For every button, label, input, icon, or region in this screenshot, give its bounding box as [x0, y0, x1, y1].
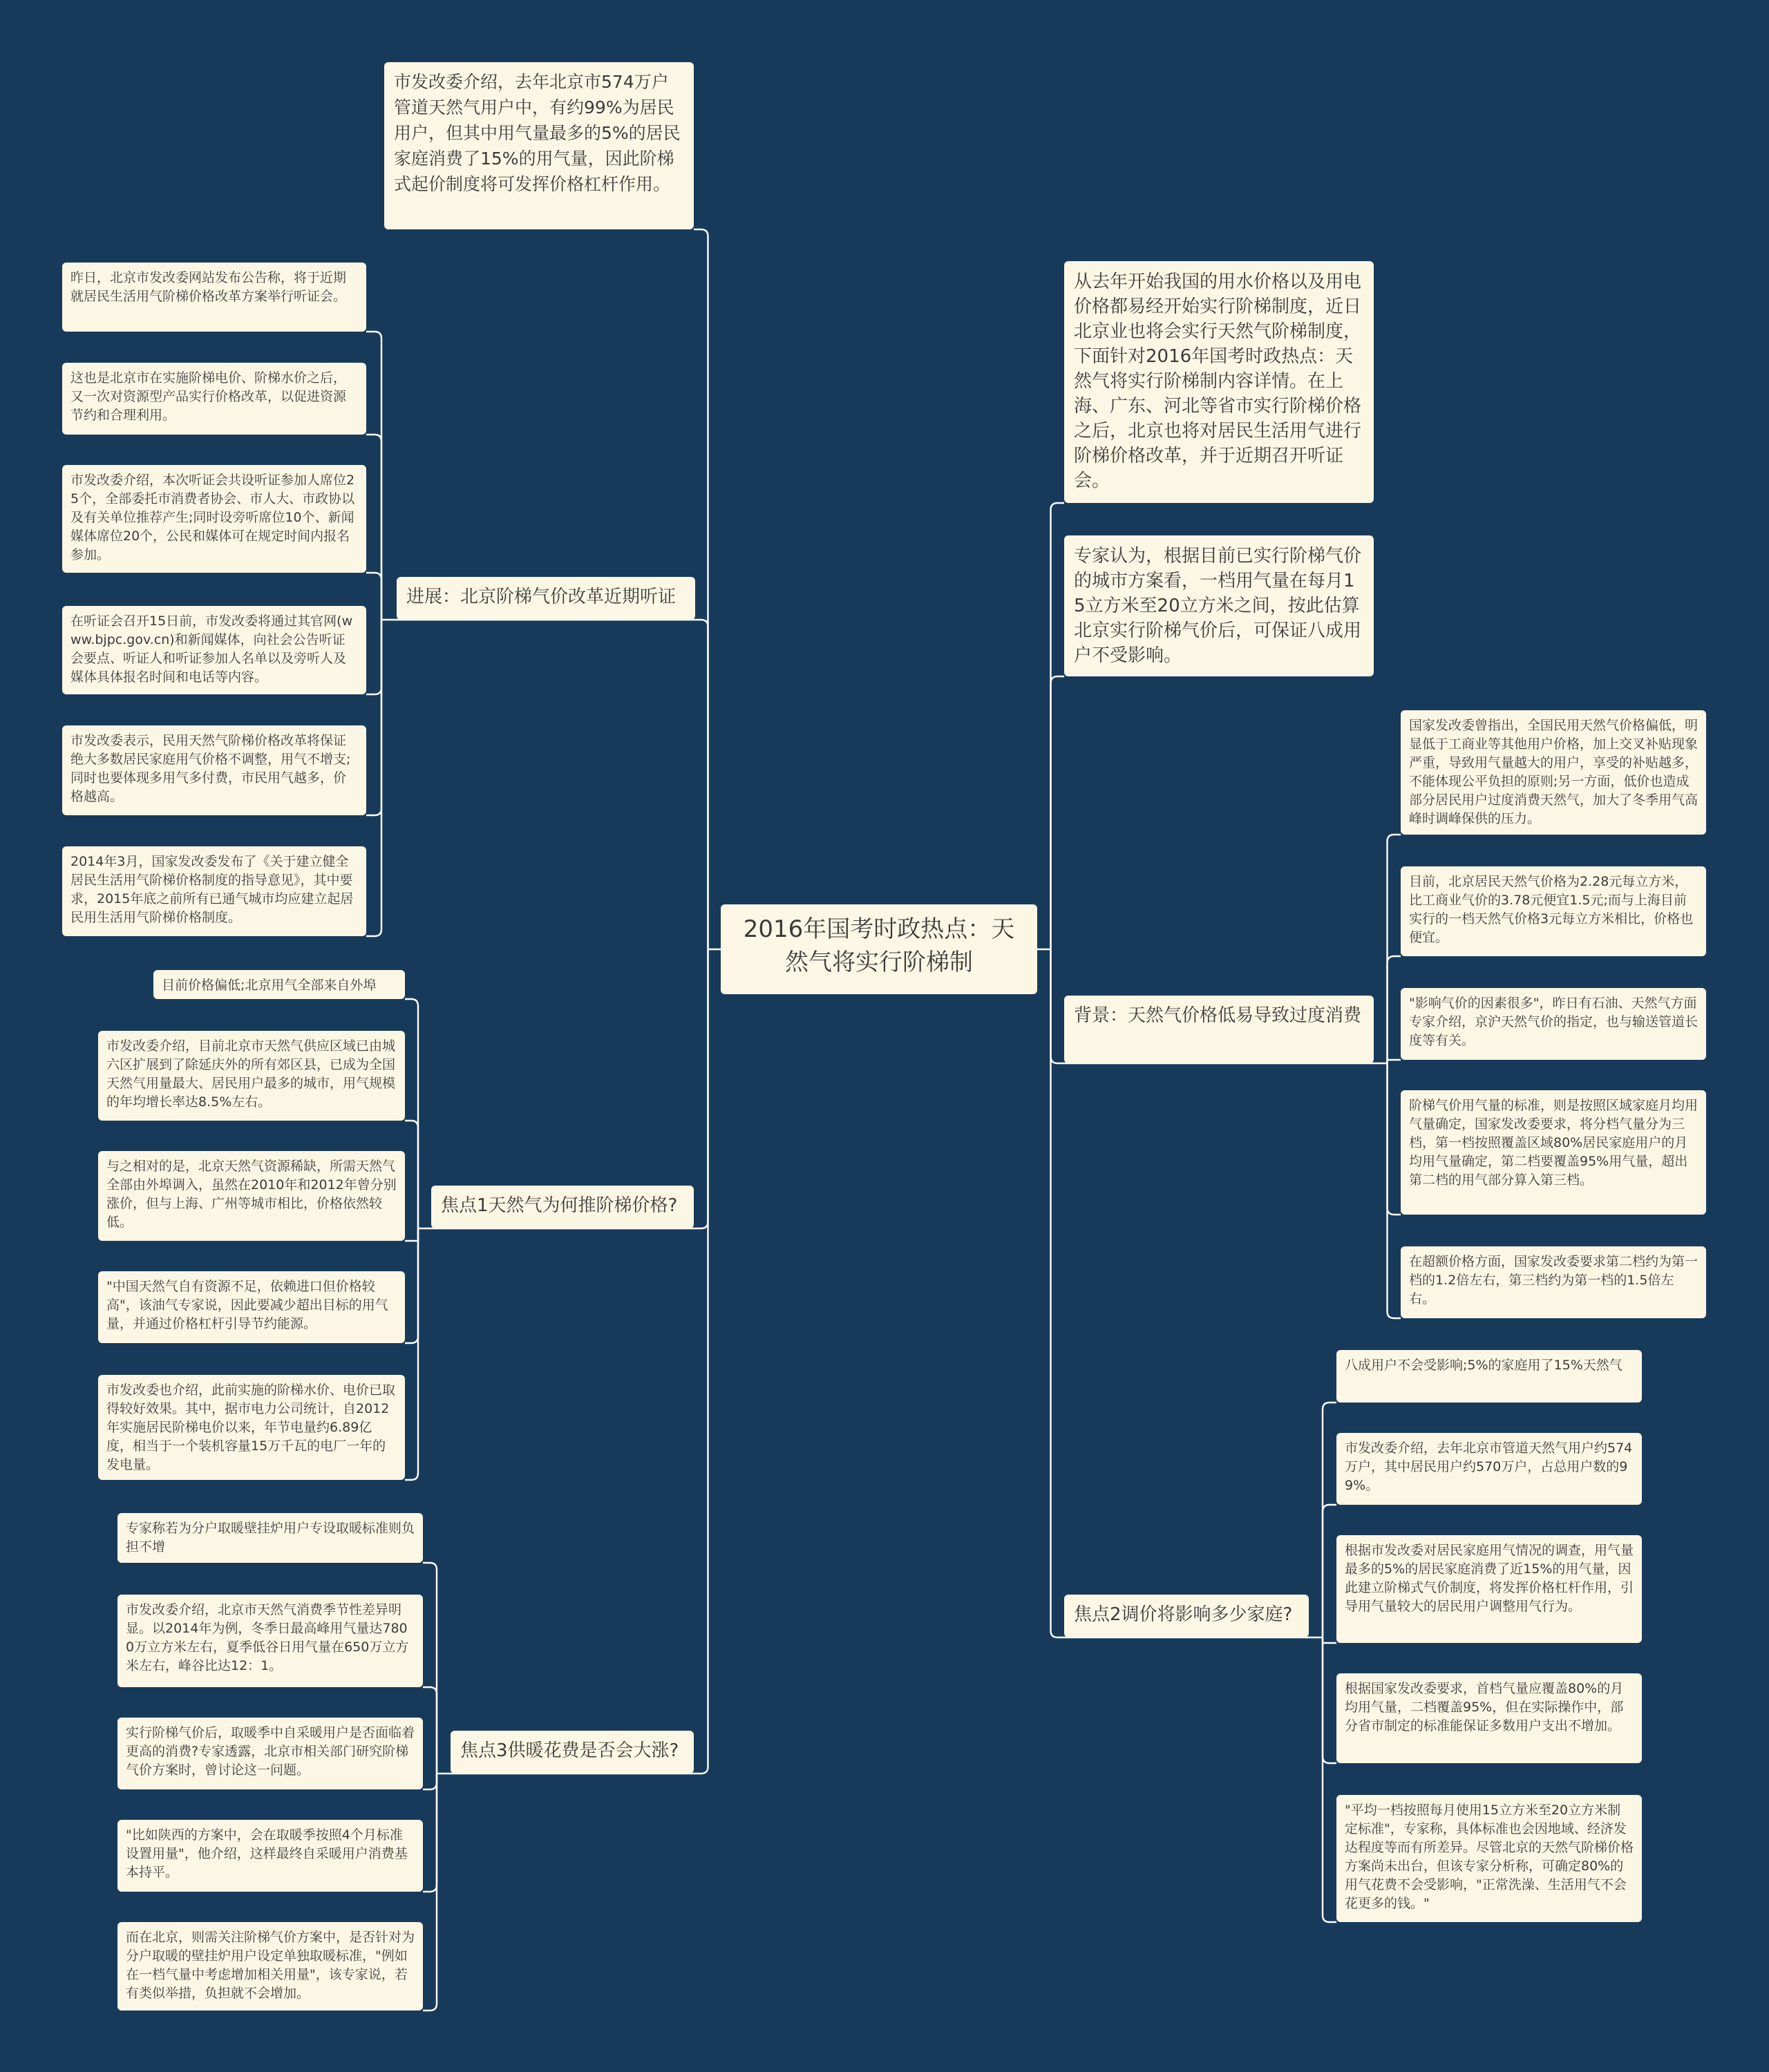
connector-43	[1323, 1637, 1336, 1763]
leaf-intro[interactable]: 从去年开始我国的用水价格以及用电价格都易经开始实行阶梯制度，近日北京业也将会实行天然气阶梯制度，下面针对2016年国考时政热点：天然气将实行阶梯制内容详情。在上海、广东、河北等省市实行阶梯价格之后，北京也将对居民生活用气进行阶梯价格改革，并于近期召开听证会。	[1064, 261, 1374, 503]
central-topic[interactable]: 2016年国考时政热点：天然气将实行阶梯制	[721, 904, 1037, 994]
branch-focus2[interactable]: 焦点2调价将影响多少家庭?	[1064, 1595, 1309, 1637]
leaf-focus2-5[interactable]: "平均一档按照每月使用15立方米至20立方米制定标准"，专家称，具体标准也会因地域、经济发达程度等而有所差异。尽管北京的天然气阶梯价格方案尚未出台，但该专家分析称，可确定80%的用气花费不会受影响，"正常洗澡、生活用气不会花更多的钱。"	[1336, 1795, 1642, 1922]
leaf-background-5[interactable]: 在超额价格方面，国家发改委要求第二档约为第一档的1.2倍左右，第三档约为第一档的1.5倍左右。	[1401, 1246, 1706, 1318]
leaf-progress-3[interactable]: 市发改委介绍，本次听证会共设听证参加人席位25个，全部委托市消费者协会、市人大、市政协以及有关单位推荐产生;同时设旁听席位10个、新闻媒体席位20个，公民和媒体可在规定时间内报名参加。	[62, 465, 366, 573]
leaf-focus3-4[interactable]: "比如陕西的方案中，会在取暖季按照4个月标准设置用量"，他介绍，这样最终自采暖用户消费基本持平。	[117, 1820, 423, 1892]
leaf-progress-4[interactable]: 在听证会召开15日前，市发改委将通过其官网(www.bjpc.gov.cn)和新闻媒体，向社会公告听证会要点、听证人和听证参加人名单以及旁听人及媒体具体报名时间和电话等内容。	[62, 606, 366, 694]
connector-41	[1323, 1505, 1336, 1637]
leaf-residential-users[interactable]: 市发改委介绍，去年北京市574万户管道天然气用户中，有约99%为居民用户，但其中用气量最多的5%的居民家庭消费了15%的用气量，因此阶梯式起价制度将可发挥价格杠杆作用。	[384, 62, 694, 229]
leaf-progress-5[interactable]: 市发改委表示，民用天然气阶梯价格改革将保证绝大多数居民家庭用气价格不调整，用气不增支;同时也要体现多用气多付费，市民用气越多，价格越高。	[62, 725, 366, 815]
leaf-focus3-2[interactable]: 市发改委介绍，北京市天然气消费季节性差异明显。以2014年为例，冬季日最高峰用气量达7800万立方米左右，夏季低谷日用气量在650万立方米左右，峰谷比达12：1。	[117, 1595, 423, 1687]
connector-28	[423, 1774, 437, 1789]
connector-36	[1388, 1063, 1401, 1215]
connector-34	[1388, 956, 1401, 1063]
leaf-focus2-4[interactable]: 根据国家发改委要求，首档气量应覆盖80%的月均用气量，二档覆盖95%，但在实际操作中，部分省市制定的标准能保证多数用户支出不增加。	[1336, 1673, 1642, 1763]
connector-35	[1388, 1060, 1401, 1063]
leaf-focus1-4[interactable]: "中国天然气自有资源不足，依赖进口但价格较高"，该油气专家说，因此要减少超出目标的用气量，并通过价格杠杆引导节约能源。	[98, 1271, 405, 1343]
connector-40	[1323, 1403, 1336, 1637]
leaf-focus2-1[interactable]: 八成用户不会受影响;5%的家庭用了15%天然气	[1336, 1350, 1642, 1403]
connector-42	[1323, 1637, 1336, 1643]
leaf-focus2-3[interactable]: 根据市发改委对居民家庭用气情况的调查，用气量最多的5%的居民家庭消费了近15%的用气量，因此建立阶梯式气价制度，将发挥价格杠杆作用，引导用气量较大的居民用户调整用气行为。	[1336, 1535, 1642, 1643]
connector-21	[405, 1228, 418, 1241]
connector-14	[366, 620, 381, 694]
leaf-focus3-3[interactable]: 实行阶梯气价后，取暖季中自采暖用户是否面临着更高的消费?专家透露，北京市相关部门研究阶梯气价方案时，曾讨论这一问题。	[117, 1718, 423, 1789]
leaf-progress-2[interactable]: 这也是北京市在实施阶梯电价、阶梯水价之后，又一次对资源型产品实行价格改革，以促进资源节约和合理利用。	[62, 363, 366, 435]
leaf-focus1-5[interactable]: 市发改委也介绍，此前实施的阶梯水价、电价已取得较好效果。其中，据市电力公司统计，自2012年实施居民阶梯电价以来，年节电量约6.89亿度，相当于一个装机容量15万千瓦的电厂一年的发电量。	[98, 1375, 405, 1480]
leaf-background-1[interactable]: 国家发改委曾指出，全国民用天然气价格偏低，明显低于工商业等其他用户价格，加上交叉补贴现象严重，导致用气量越大的用户，享受的补贴越多，不能体现公平负担的原则;另一方面，低价也造成部分居民用户过度消费天然气，加大了冬季用气高峰时调峰保供的压力。	[1401, 710, 1706, 835]
connector-3	[694, 949, 708, 1228]
connector-7	[1051, 676, 1065, 949]
leaf-expert-opinion[interactable]: 专家认为，根据目前已实行阶梯气价的城市方案看，一档用气量在每月15立方米至20立方米之间，按此估算北京实行阶梯气价后，可保证八成用户不受影响。	[1064, 535, 1374, 676]
connector-9	[1051, 949, 1065, 1637]
connector-37	[1388, 1063, 1401, 1318]
leaf-focus2-2[interactable]: 市发改委介绍，去年北京市管道天然气用户约574万户，其中居民用户约570万户，占总用户数的99%。	[1336, 1433, 1642, 1505]
connector-15	[366, 620, 381, 815]
connector-16	[366, 620, 381, 936]
connector-44	[1323, 1637, 1336, 1922]
leaf-focus3-1[interactable]: 专家称若为分户取暖壁挂炉用户专设取暖标准则负担不增	[117, 1513, 423, 1563]
connector-11	[366, 332, 381, 620]
branch-progress[interactable]: 进展：北京阶梯气价改革近期听证	[397, 577, 695, 620]
leaf-progress-6[interactable]: 2014年3月，国家发改委发布了《关于建立健全居民生活用气阶梯价格制度的指导意见》，其中要求，2015年底之前所有已通气城市均应建立起居民用生活用气阶梯价格制度。	[62, 846, 366, 936]
leaf-focus3-5[interactable]: 而在北京，则需关注阶梯气价方案中，是否针对为分户取暖的壁挂炉用户设定单独取暖标准，"例如在一档气量中考虑增加相关用量"，该专家说，若有类似举措，负担就不会增加。	[117, 1922, 423, 2011]
leaf-focus1-2[interactable]: 市发改委介绍，目前北京市天然气供应区域已由城六区扩展到了除延庆外的所有郊区县，已成为全国天然气用量最大、居民用户最多的城市，用气规模的年均增长率达8.5%左右。	[98, 1031, 405, 1121]
leaf-background-2[interactable]: 目前，北京居民天然气价格为2.28元每立方米，比工商业气价的3.78元便宜1.5元;而与上海目前实行的一档天然气价格3元每立方米相比，价格也便宜。	[1401, 866, 1706, 956]
leaf-background-4[interactable]: 阶梯气价用气量的标准，则是按照区域家庭月均用气量确定，国家发改委要求，将分档气量分为三档，第一档按照覆盖区域80%居民家庭用户的月均用气量确定，第二档要覆盖95%用气量，超出第二档的用气部分算入第三档。	[1401, 1090, 1706, 1215]
connector-19	[405, 999, 418, 1228]
connector-20	[405, 1121, 418, 1228]
connector-13	[366, 573, 381, 620]
connector-29	[423, 1774, 437, 1892]
connector-23	[405, 1228, 418, 1480]
connector-8	[1051, 949, 1065, 1063]
branch-background[interactable]: 背景：天然气价格低易导致过度消费	[1064, 996, 1374, 1063]
connector-1	[694, 229, 708, 949]
connector-2	[695, 620, 708, 949]
connector-27	[423, 1687, 437, 1774]
connector-30	[423, 1774, 437, 2011]
leaf-focus1-3[interactable]: 与之相对的是，北京天然气资源稀缺，所需天然气全部由外埠调入，虽然在2010年和2012年曾分别涨价，但与上海、广州等城市相比，价格依然较低。	[98, 1151, 405, 1241]
branch-focus1[interactable]: 焦点1天然气为何推阶梯价格?	[431, 1186, 694, 1228]
leaf-progress-1[interactable]: 昨日，北京市发改委网站发布公告称，将于近期就居民生活用气阶梯价格改革方案举行听证会。	[62, 263, 366, 332]
leaf-focus1-1[interactable]: 目前价格偏低;北京用气全部来自外埠	[153, 970, 405, 999]
connector-4	[694, 949, 708, 1774]
connector-33	[1388, 835, 1401, 1063]
connector-26	[423, 1563, 437, 1774]
leaf-background-3[interactable]: "影响气价的因素很多"，昨日有石油、天然气方面专家介绍，京沪天然气价的指定，也与输送管道长度等有关。	[1401, 988, 1706, 1060]
connector-6	[1051, 503, 1065, 949]
connector-12	[366, 435, 381, 620]
connector-22	[405, 1228, 418, 1343]
branch-focus3[interactable]: 焦点3供暖花费是否会大涨?	[451, 1731, 694, 1774]
